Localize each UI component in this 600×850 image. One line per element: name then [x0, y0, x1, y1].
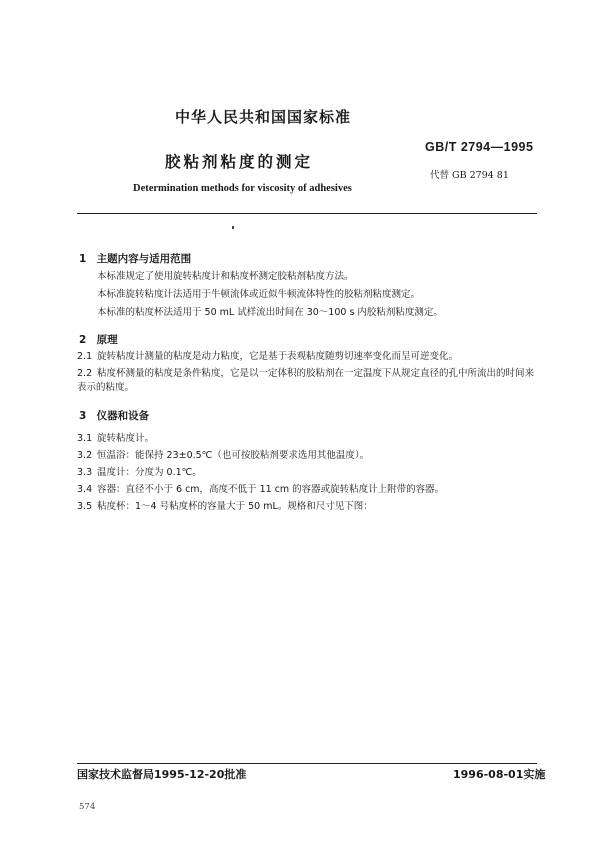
paragraph: 本标准旋转粘度计法适用于牛顿流体或近似牛顿流体特性的胶粘剂粘度测定。 — [97, 289, 421, 300]
item-text: 粘度杯：1～4 号粘度杯的容量大于 50 mL。规格和尺寸见下图： — [97, 501, 373, 512]
approval-date: 国家技术监督局1995-12-20批准 — [77, 768, 247, 781]
section-number: 1 — [79, 253, 87, 265]
section-number: 3 — [79, 410, 87, 422]
item-number: 2.2 — [77, 368, 93, 379]
item-text: 粘度杯测量的粘度是条件粘度，它是以一定体积的胶粘剂在一定温度下从规定直径的孔中所流出的时间来表示的粘度。 — [77, 368, 535, 393]
item-number: 2.1 — [77, 351, 93, 362]
section-2-heading — [79, 332, 118, 347]
section-number: 2 — [79, 334, 87, 346]
item-text: 旋转粘度计。 — [97, 433, 155, 444]
list-item — [77, 483, 547, 497]
issuing-organization: 中华人民共和国国家标准 — [175, 108, 352, 126]
scan-mark — [232, 226, 234, 229]
item-text: 旋转粘度计测量的粘度是动力粘度，它是基于表观粘度随剪切速率变化而呈可逆变化。 — [97, 351, 459, 362]
item-number: 3.3 — [77, 467, 93, 478]
header-divider — [77, 213, 537, 214]
section-title: 主题内容与适用范围 — [96, 253, 192, 265]
paragraph: 本标准规定了使用旋转粘度计和粘度杯测定胶粘剂粘度方法。 — [97, 271, 354, 282]
item-text: 温度计：分度为 0.1℃。 — [97, 467, 202, 478]
replaces-note: 代替 GB 2794 81 — [430, 170, 509, 181]
item-number: 3.1 — [77, 433, 93, 444]
item-number: 3.4 — [77, 484, 93, 495]
item-number: 3.5 — [77, 501, 93, 512]
list-item — [77, 449, 547, 463]
list-item — [77, 500, 547, 514]
list-item — [77, 432, 547, 446]
section-title: 原理 — [96, 334, 118, 346]
list-item — [77, 367, 543, 395]
paragraph: 本标准的粘度杯法适用于 50 mL 试样流出时间在 30～100 s 内胶粘剂粘度测定。 — [97, 307, 443, 318]
list-item — [77, 350, 547, 364]
standard-number: GB/T 2794—1995 — [425, 140, 534, 154]
english-title: Determination methods for viscosity of adhesives — [133, 183, 352, 194]
section-title: 仪器和设备 — [96, 410, 150, 422]
section-1-heading — [79, 251, 191, 266]
document-title: 胶粘剂粘度的测定 — [165, 153, 314, 171]
item-text: 恒温浴：能保持 23±0.5℃（也可按胶粘剂要求选用其他温度）。 — [97, 450, 370, 461]
item-text: 容器：直径不小于 6 cm，高度不低于 11 cm 的容器或旋转粘度计上附带的容器。 — [97, 484, 445, 495]
item-number: 3.2 — [77, 450, 93, 461]
list-item — [77, 466, 547, 480]
effective-date: 1996-08-01实施 — [453, 768, 546, 781]
footer-divider — [77, 763, 537, 764]
page-number: 574 — [79, 802, 96, 812]
section-3-heading — [79, 408, 149, 423]
